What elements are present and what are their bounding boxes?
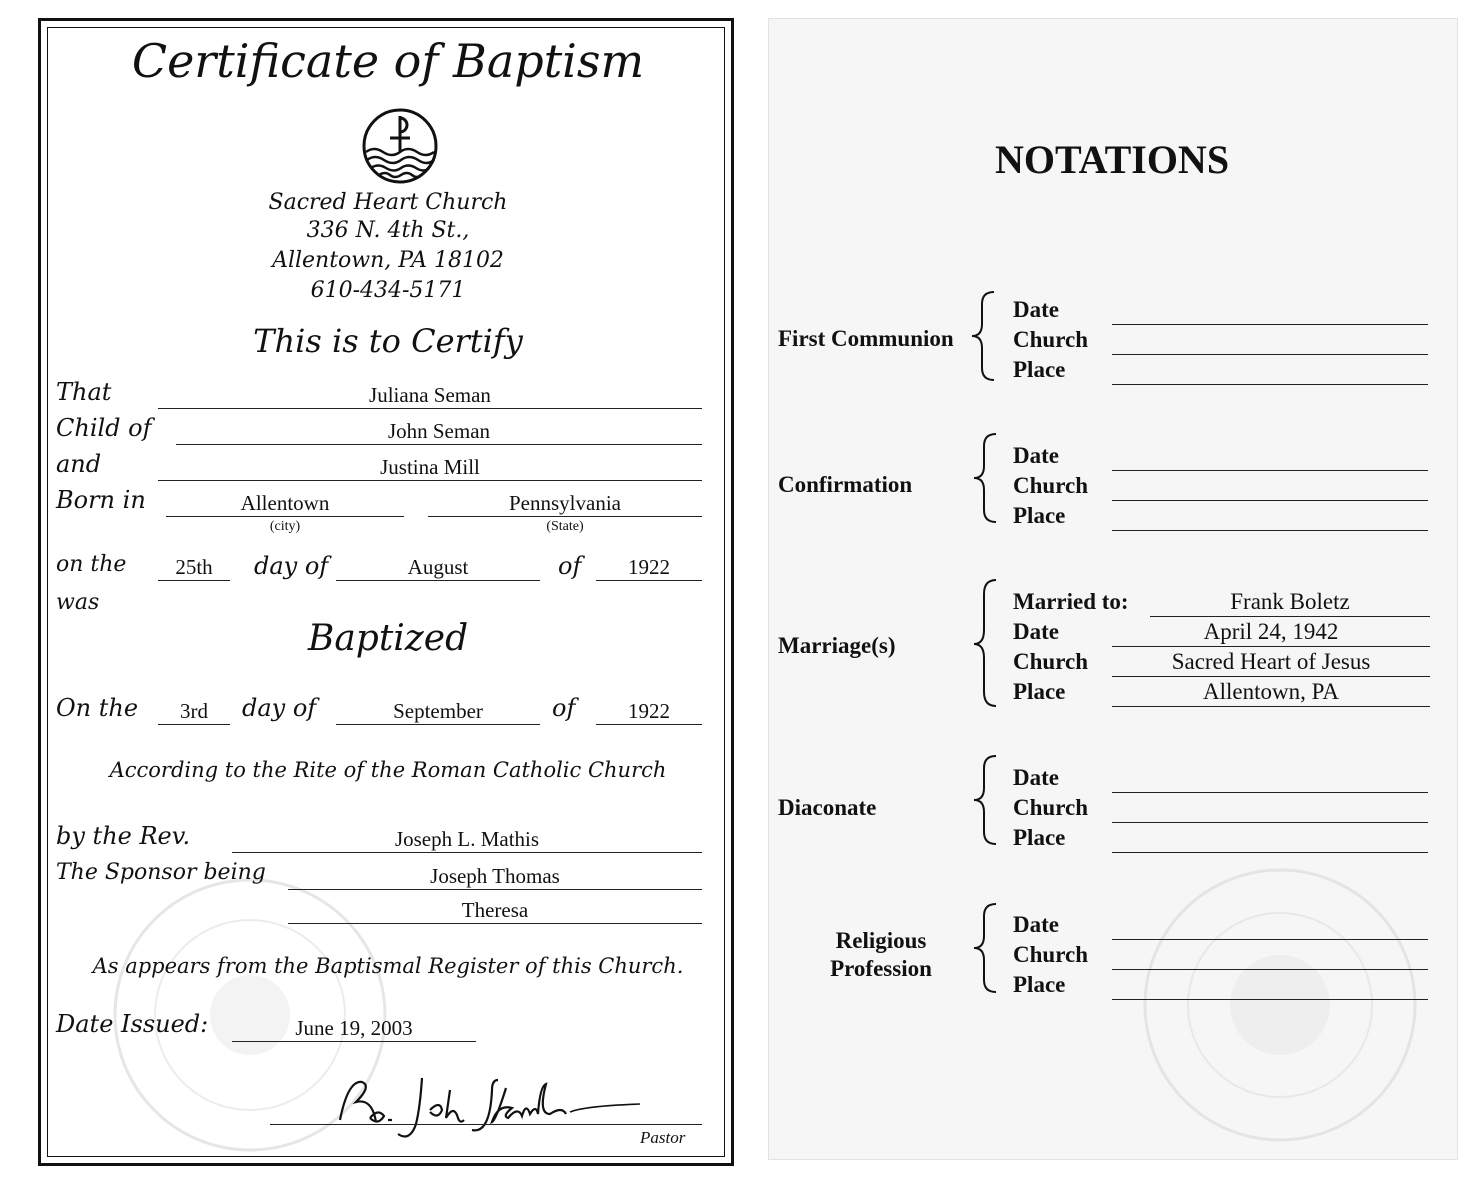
dia-place-label: Place <box>1013 825 1066 850</box>
fc-church-line <box>1112 354 1428 355</box>
mar-to-line <box>1150 616 1430 617</box>
fc-date-label: Date <box>1013 297 1059 322</box>
mother-name: Justina Mill <box>380 455 480 479</box>
brace-icon <box>970 754 1000 846</box>
label-day-of-2: day of <box>242 694 317 722</box>
father-name: John Seman <box>387 419 491 443</box>
married-to-label: Married to: <box>1013 589 1129 614</box>
church-street: 336 N. 4th St., <box>306 218 470 243</box>
bapt-day: 3rd <box>180 699 208 723</box>
mar-church-value: Sacred Heart of Jesus <box>1171 649 1371 674</box>
notations-title: NOTATIONS <box>994 137 1230 182</box>
dia-date-line <box>1112 792 1428 793</box>
conf-place-line <box>1112 530 1428 531</box>
line-rev <box>232 852 702 853</box>
state-caption: (State) <box>546 519 584 534</box>
rel-date-line <box>1112 939 1428 940</box>
brace-icon <box>970 902 1000 994</box>
line-birth-month <box>336 580 540 581</box>
line-child <box>158 408 702 409</box>
label-sponsor: The Sponsor being <box>56 860 266 885</box>
birth-city: Allentown <box>240 491 330 515</box>
dia-place-line <box>1112 852 1428 853</box>
label-born-in: Born in <box>56 486 146 514</box>
pastor-label: Pastor <box>640 1128 686 1147</box>
religious-label-2: Profession <box>830 956 932 981</box>
fc-place-label: Place <box>1013 357 1066 382</box>
line-sponsor-1 <box>288 889 702 890</box>
dia-date-label: Date <box>1013 765 1059 790</box>
rel-place-line <box>1112 999 1428 1000</box>
line-signature <box>270 1124 702 1125</box>
line-city <box>166 516 404 517</box>
mar-place-label: Place <box>1013 679 1066 704</box>
line-bapt-month <box>336 724 540 725</box>
label-date-issued: Date Issued: <box>56 1010 209 1038</box>
mar-church-label: Church <box>1013 649 1088 674</box>
fc-place-line <box>1112 384 1428 385</box>
church-phone: 610-434-5171 <box>310 278 466 303</box>
brace-icon <box>968 290 998 382</box>
birth-state: Pennsylvania <box>509 491 621 515</box>
conf-date-label: Date <box>1013 443 1059 468</box>
rev-name: Joseph L. Mathis <box>394 827 540 851</box>
label-and: and <box>56 450 102 478</box>
fc-church-label: Church <box>1013 327 1088 352</box>
city-caption: (city) <box>269 519 301 534</box>
line-father <box>176 444 702 445</box>
first-communion-label: First Communion <box>778 326 954 351</box>
mar-date-line <box>1112 646 1430 647</box>
married-to-value: Frank Boletz <box>1230 589 1350 614</box>
brace-icon <box>970 432 1000 524</box>
rel-church-line <box>1112 969 1428 970</box>
label-of: of <box>558 552 582 580</box>
conf-date-line <box>1112 470 1428 471</box>
line-bapt-year <box>596 724 702 725</box>
label-by-rev: by the Rev. <box>56 822 191 850</box>
baptized-heading: Baptized <box>307 618 469 659</box>
church-name: Sacred Heart Church <box>268 190 508 215</box>
marriage-label: Marriage(s) <box>778 633 896 658</box>
dia-church-line <box>1112 822 1428 823</box>
register-text: As appears from the Baptismal Register of this Church. <box>92 954 684 978</box>
sponsor-1: Joseph Thomas <box>430 864 560 888</box>
conf-church-label: Church <box>1013 473 1088 498</box>
church-city: Allentown, PA 18102 <box>272 248 504 273</box>
birth-day: 25th <box>175 555 213 579</box>
mar-date-label: Date <box>1013 619 1059 644</box>
dia-church-label: Church <box>1013 795 1088 820</box>
fc-date-line <box>1112 324 1428 325</box>
line-date-issued <box>232 1041 476 1042</box>
child-name: Juliana Seman <box>369 383 491 407</box>
pastor-signature <box>330 1060 650 1150</box>
bapt-month: September <box>393 699 483 723</box>
chi-rho-waves-icon <box>360 108 440 184</box>
rel-place-label: Place <box>1013 972 1066 997</box>
date-issued: June 19, 2003 <box>295 1016 413 1040</box>
label-that: That <box>56 378 112 406</box>
mar-church-line <box>1112 676 1430 677</box>
label-was: was <box>56 590 100 615</box>
rite-text: According to the Rite of the Roman Catholic Church <box>109 758 667 782</box>
religious-label-1: Religious <box>835 928 927 953</box>
label-on-the-2: On the <box>56 694 139 722</box>
brace-icon <box>970 578 1000 708</box>
label-on-the: on the <box>56 552 127 577</box>
birth-month: August <box>407 555 469 579</box>
label-child-of: Child of <box>56 414 152 442</box>
diaconate-label: Diaconate <box>778 795 877 820</box>
conf-church-line <box>1112 500 1428 501</box>
label-of-2: of <box>552 694 576 722</box>
line-sponsor-2 <box>288 923 702 924</box>
certificate-title: Certificate of Baptism <box>131 34 645 88</box>
confirmation-label: Confirmation <box>778 472 913 497</box>
certify-heading: This is to Certify <box>253 322 523 360</box>
rel-church-label: Church <box>1013 942 1088 967</box>
seal-bleedthrough <box>1130 860 1430 1150</box>
line-mother <box>158 480 702 481</box>
bapt-year: 1922 <box>628 699 670 723</box>
mar-date-value: April 24, 1942 <box>1203 619 1339 644</box>
conf-place-label: Place <box>1013 503 1066 528</box>
rel-date-label: Date <box>1013 912 1059 937</box>
line-state <box>428 516 702 517</box>
mar-place-line <box>1112 706 1430 707</box>
line-bapt-day <box>158 724 230 725</box>
line-birth-day <box>158 580 230 581</box>
line-birth-year <box>596 580 702 581</box>
birth-year: 1922 <box>628 555 670 579</box>
mar-place-value: Allentown, PA <box>1203 679 1339 704</box>
sponsor-2: Theresa <box>461 898 529 922</box>
label-day-of: day of <box>254 552 329 580</box>
